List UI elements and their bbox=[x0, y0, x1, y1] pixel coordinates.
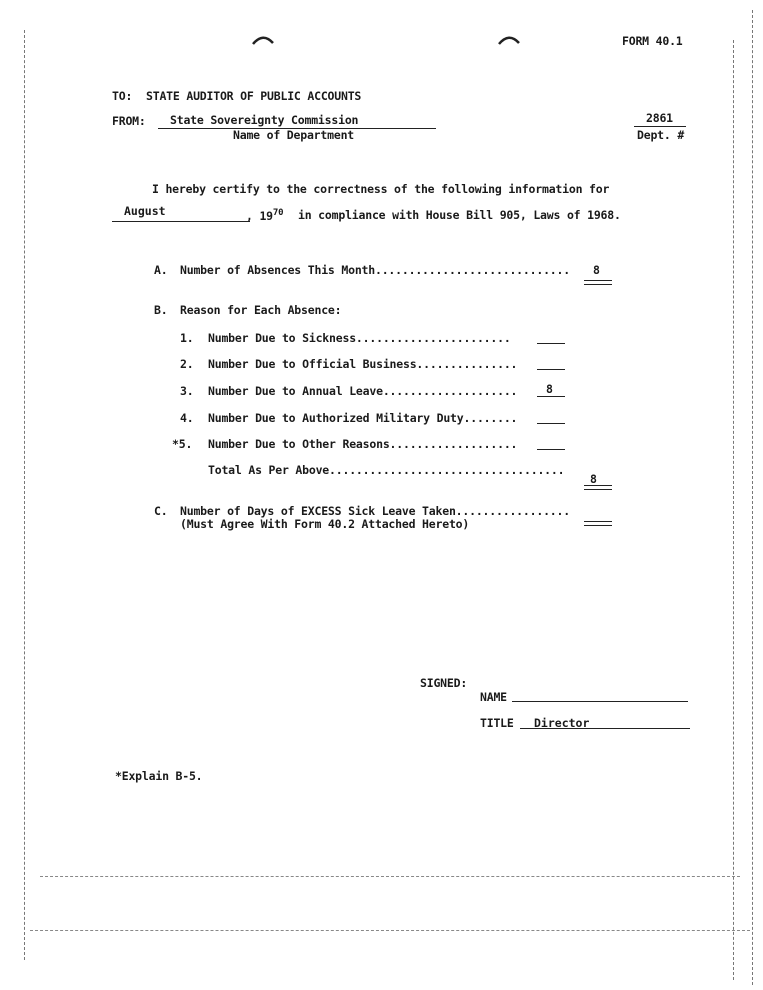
punch-hole-mark-right bbox=[498, 34, 520, 46]
section-b-label: Reason for Each Absence: bbox=[180, 303, 342, 317]
name-line bbox=[512, 701, 688, 702]
certify-year-suffix: 70 bbox=[272, 208, 284, 218]
section-b-item-3-line bbox=[537, 396, 565, 397]
section-c-line-2: (Must Agree With Form 40.2 Attached Hereto) bbox=[180, 517, 470, 531]
section-c-line-1: Number of Days of EXCESS Sick Leave Taken................. bbox=[180, 504, 570, 518]
section-b-item-3-value: 8 bbox=[546, 382, 553, 396]
section-b-letter: B. bbox=[154, 303, 168, 317]
certify-month: August bbox=[124, 204, 166, 218]
certify-text: I hereby certify to the correctness of the following information for bbox=[152, 182, 610, 196]
department-name: State Sovereignty Commission bbox=[170, 113, 359, 127]
section-b-item-1-number: 1. bbox=[180, 331, 194, 345]
form-number: FORM 40.1 bbox=[622, 34, 683, 48]
from-label: FROM: bbox=[112, 114, 146, 128]
certify-law-text: in compliance with House Bill 905, Laws of 1968. bbox=[298, 208, 621, 222]
section-b-item-5-label: Number Due to Other Reasons................... bbox=[208, 437, 518, 451]
certify-year-prefix: , 19 bbox=[246, 208, 273, 223]
section-b-total-line bbox=[584, 485, 612, 490]
section-b-total-value: 8 bbox=[590, 472, 597, 486]
bottom-dashed-line bbox=[40, 876, 740, 877]
section-b-item-5-line bbox=[537, 449, 565, 450]
section-b-item-4-number: 4. bbox=[180, 411, 194, 425]
signed-label: SIGNED: bbox=[420, 676, 468, 690]
section-b-total-label: Total As Per Above................................... bbox=[208, 463, 565, 477]
certify-year bbox=[246, 208, 283, 223]
section-a-value: 8 bbox=[593, 263, 600, 277]
section-b-item-3-number: 3. bbox=[180, 384, 194, 398]
left-margin-line bbox=[24, 30, 25, 960]
section-c-value-line bbox=[584, 521, 612, 526]
department-number-caption: Dept. # bbox=[637, 128, 685, 142]
section-b-item-5-number: *5. bbox=[172, 437, 193, 451]
section-a-letter: A. bbox=[154, 263, 168, 277]
section-b-item-2-line bbox=[537, 369, 565, 370]
right-edge-line bbox=[752, 10, 753, 985]
name-label: NAME bbox=[480, 690, 507, 704]
department-name-caption: Name of Department bbox=[233, 128, 355, 142]
section-b-item-3-label: Number Due to Annual Leave.................... bbox=[208, 384, 518, 398]
section-a-label: Number of Absences This Month............................. bbox=[180, 263, 570, 277]
to-label: TO: bbox=[112, 89, 133, 103]
certify-month-line bbox=[112, 221, 250, 222]
department-number-line bbox=[634, 126, 686, 127]
section-a-value-line bbox=[584, 280, 612, 285]
right-margin-line bbox=[733, 40, 734, 980]
section-b-item-2-number: 2. bbox=[180, 357, 194, 371]
footnote: *Explain B-5. bbox=[115, 769, 203, 783]
section-b-item-1-line bbox=[537, 343, 565, 344]
section-c-letter: C. bbox=[154, 504, 168, 518]
section-b-item-1-label: Number Due to Sickness....................... bbox=[208, 331, 511, 345]
title-value: Director bbox=[534, 716, 590, 730]
department-number: 2861 bbox=[646, 111, 673, 125]
section-b-item-4-label: Number Due to Authorized Military Duty........ bbox=[208, 411, 518, 425]
section-b-item-2-label: Number Due to Official Business............... bbox=[208, 357, 518, 371]
punch-hole-mark-left bbox=[252, 34, 274, 46]
title-label: TITLE bbox=[480, 716, 514, 730]
bottom-edge-line bbox=[30, 930, 750, 931]
section-b-item-4-line bbox=[537, 423, 565, 424]
to-value: STATE AUDITOR OF PUBLIC ACCOUNTS bbox=[146, 89, 362, 103]
title-line bbox=[520, 728, 690, 729]
